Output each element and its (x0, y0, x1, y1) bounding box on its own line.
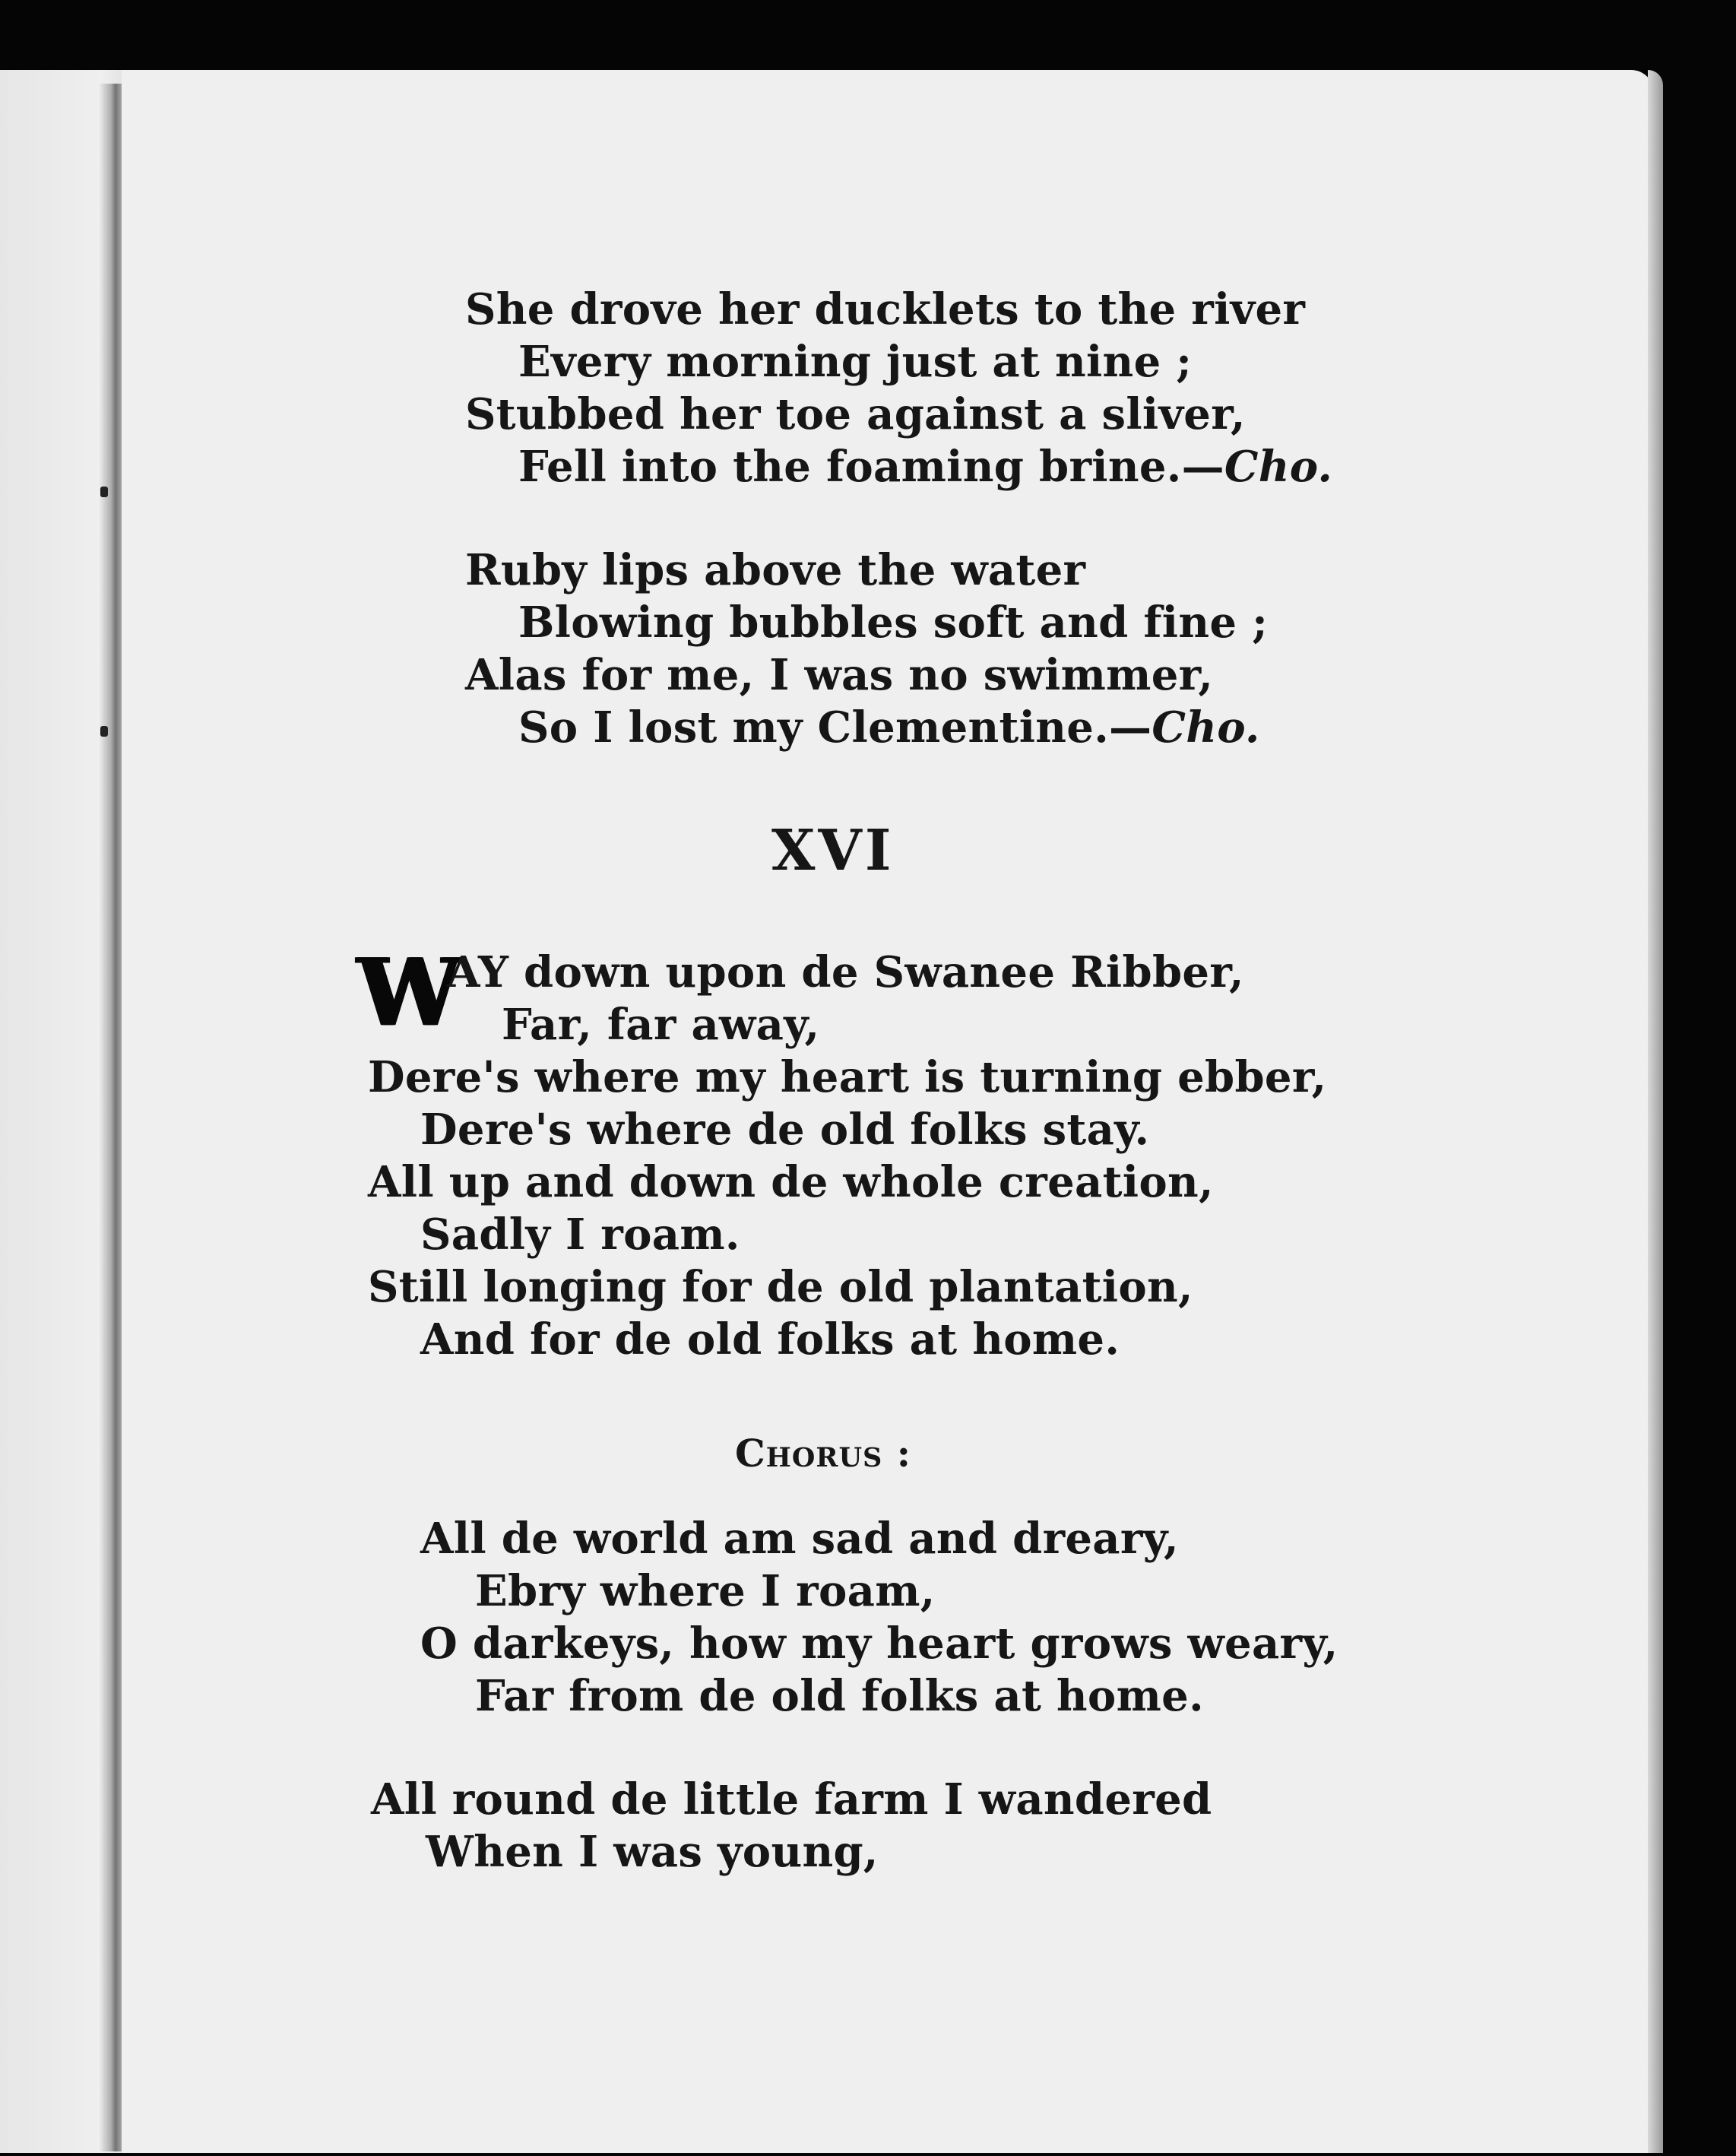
song-line: Far, far away, (502, 1000, 820, 1050)
verse-line: Blowing bubbles soft and fine ; (518, 598, 1269, 648)
song-line: All round de little farm I wandered (371, 1774, 1212, 1825)
song-line: Dere's where my heart is turning ebber, (368, 1052, 1327, 1102)
chorus-line: Ebry where I roam, (475, 1566, 936, 1616)
gutter-speck (100, 726, 108, 737)
song-line: When I was young, (426, 1827, 879, 1877)
chorus-marker: Cho. (1224, 442, 1333, 492)
song-line: And for de old folks at home. (420, 1314, 1120, 1365)
chorus-label: Chorus : (735, 1431, 912, 1476)
verse-line: So I lost my Clementine.—Cho. (518, 702, 1260, 753)
chorus-marker: Cho. (1152, 702, 1260, 753)
verse-line: Ruby lips above the water (465, 545, 1086, 595)
song-line: Still longing for de old plantation, (368, 1262, 1193, 1312)
gutter-speck (100, 487, 108, 497)
song-line: AY down upon de Swanee Ribber, (447, 947, 1244, 997)
page-edge-shadow (1648, 70, 1663, 2153)
verse-line: She drove her ducklets to the river (465, 284, 1306, 334)
verse-line: Stubbed her toe against a sliver, (465, 389, 1246, 439)
chorus-line: O darkeys, how my heart grows weary, (420, 1619, 1338, 1669)
drop-cap: W (357, 937, 462, 1047)
verse-line: Fell into the foaming brine.—Cho. (518, 442, 1333, 492)
chorus-line: Far from de old folks at home. (475, 1671, 1204, 1721)
verse-line: Alas for me, I was no swimmer, (465, 650, 1214, 700)
song-line: Sadly I roam. (420, 1210, 740, 1260)
chorus-line: All de world am sad and dreary, (420, 1514, 1179, 1564)
verse-line: Every morning just at nine ; (518, 337, 1193, 387)
song-line: All up and down de whole creation, (368, 1157, 1214, 1207)
song-line: Dere's where de old folks stay. (420, 1105, 1150, 1155)
section-heading: XVI (771, 818, 895, 883)
